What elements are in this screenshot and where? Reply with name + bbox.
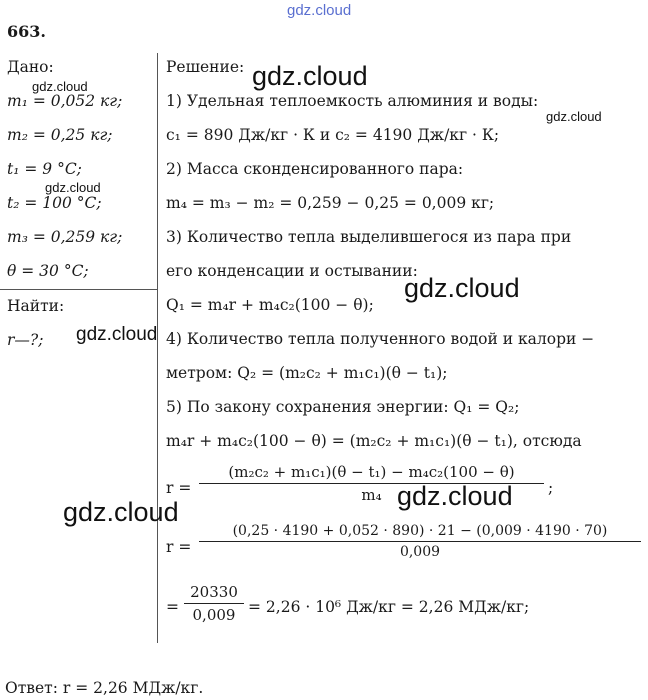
solution-line: 1) Удельная теплоемкость алюминия и воды:	[166, 92, 539, 110]
watermark: gdz.cloud	[45, 180, 101, 195]
solution-header: Решение:	[166, 58, 245, 76]
formula1-tail: ;	[548, 479, 554, 497]
watermark: gdz.cloud	[76, 324, 158, 345]
given-line: t₂ = 100 °C;	[7, 194, 102, 212]
given-line: m₁ = 0,052 кг;	[7, 92, 123, 110]
formula3-tail: = 2,26 · 10⁶ Дж/кг = 2,26 МДж/кг;	[248, 598, 530, 616]
formula3-numerator: 20330	[190, 583, 238, 601]
formula1-numerator: (m₂c₂ + m₁c₁)(θ − t₁) − m₄c₂(100 − θ)	[228, 463, 515, 481]
solution-line: m₄r + m₄c₂(100 − θ) = (m₂c₂ + m₁c₁)(θ − t₁), отсюда	[166, 432, 582, 450]
fraction-bar	[184, 603, 244, 604]
find-header: Найти:	[7, 297, 65, 315]
formula3-lhs: =	[166, 598, 179, 616]
vertical-divider	[157, 53, 158, 643]
solution-line: 5) По закону сохранения энергии: Q₁ = Q₂;	[166, 398, 520, 416]
fraction-bar	[199, 541, 641, 542]
solution-line: метром: Q₂ = (m₂c₂ + m₁c₁)(θ − t₁);	[166, 364, 448, 382]
formula1-lhs: r =	[166, 479, 192, 497]
formula2-numerator: (0,25 · 4190 + 0,052 · 890) · 21 − (0,009 · 4190 · 70)	[232, 523, 608, 539]
formula2-fraction	[199, 523, 641, 560]
solution-line: Q₁ = m₄r + m₄c₂(100 − θ);	[166, 296, 374, 314]
given-line: m₂ = 0,25 кг;	[7, 126, 113, 144]
problem-number: 663.	[7, 22, 46, 41]
given-header: Дано:	[7, 58, 54, 76]
given-line: m₃ = 0,259 кг;	[7, 228, 123, 246]
solution-line: 4) Количество тепла полученного водой и калори −	[166, 330, 595, 348]
given-line: θ = 30 °C;	[7, 262, 89, 280]
answer: Ответ: r = 2,26 МДж/кг.	[5, 679, 204, 697]
watermark: gdz.cloud	[252, 61, 368, 91]
formula2-lhs: r =	[166, 538, 192, 556]
formula2-denominator: 0,009	[399, 544, 441, 560]
find-value: r—?;	[7, 331, 44, 349]
formula3-fraction	[184, 583, 244, 624]
solution-line: его конденсации и остывании:	[166, 262, 418, 280]
watermark-top: gdz.cloud	[287, 2, 352, 19]
solution-line: 2) Масса сконденсированного пара:	[166, 160, 464, 178]
watermark: gdz.cloud	[397, 481, 513, 511]
watermark: gdz.cloud	[546, 109, 602, 124]
solution-line: 3) Количество тепла выделившегося из пара при	[166, 228, 572, 246]
watermark: gdz.cloud	[32, 79, 88, 94]
solution-line: c₁ = 890 Дж/кг · К и c₂ = 4190 Дж/кг · К;	[166, 126, 500, 144]
horizontal-divider	[0, 289, 157, 290]
formula1-denominator: m₄	[361, 486, 382, 504]
watermark: gdz.cloud	[63, 497, 179, 527]
solution-line: m₄ = m₃ − m₂ = 0,259 − 0,25 = 0,009 кг;	[166, 194, 495, 212]
watermark: gdz.cloud	[404, 273, 520, 303]
formula3-denominator: 0,009	[192, 606, 236, 624]
given-line: t₁ = 9 °C;	[7, 160, 82, 178]
